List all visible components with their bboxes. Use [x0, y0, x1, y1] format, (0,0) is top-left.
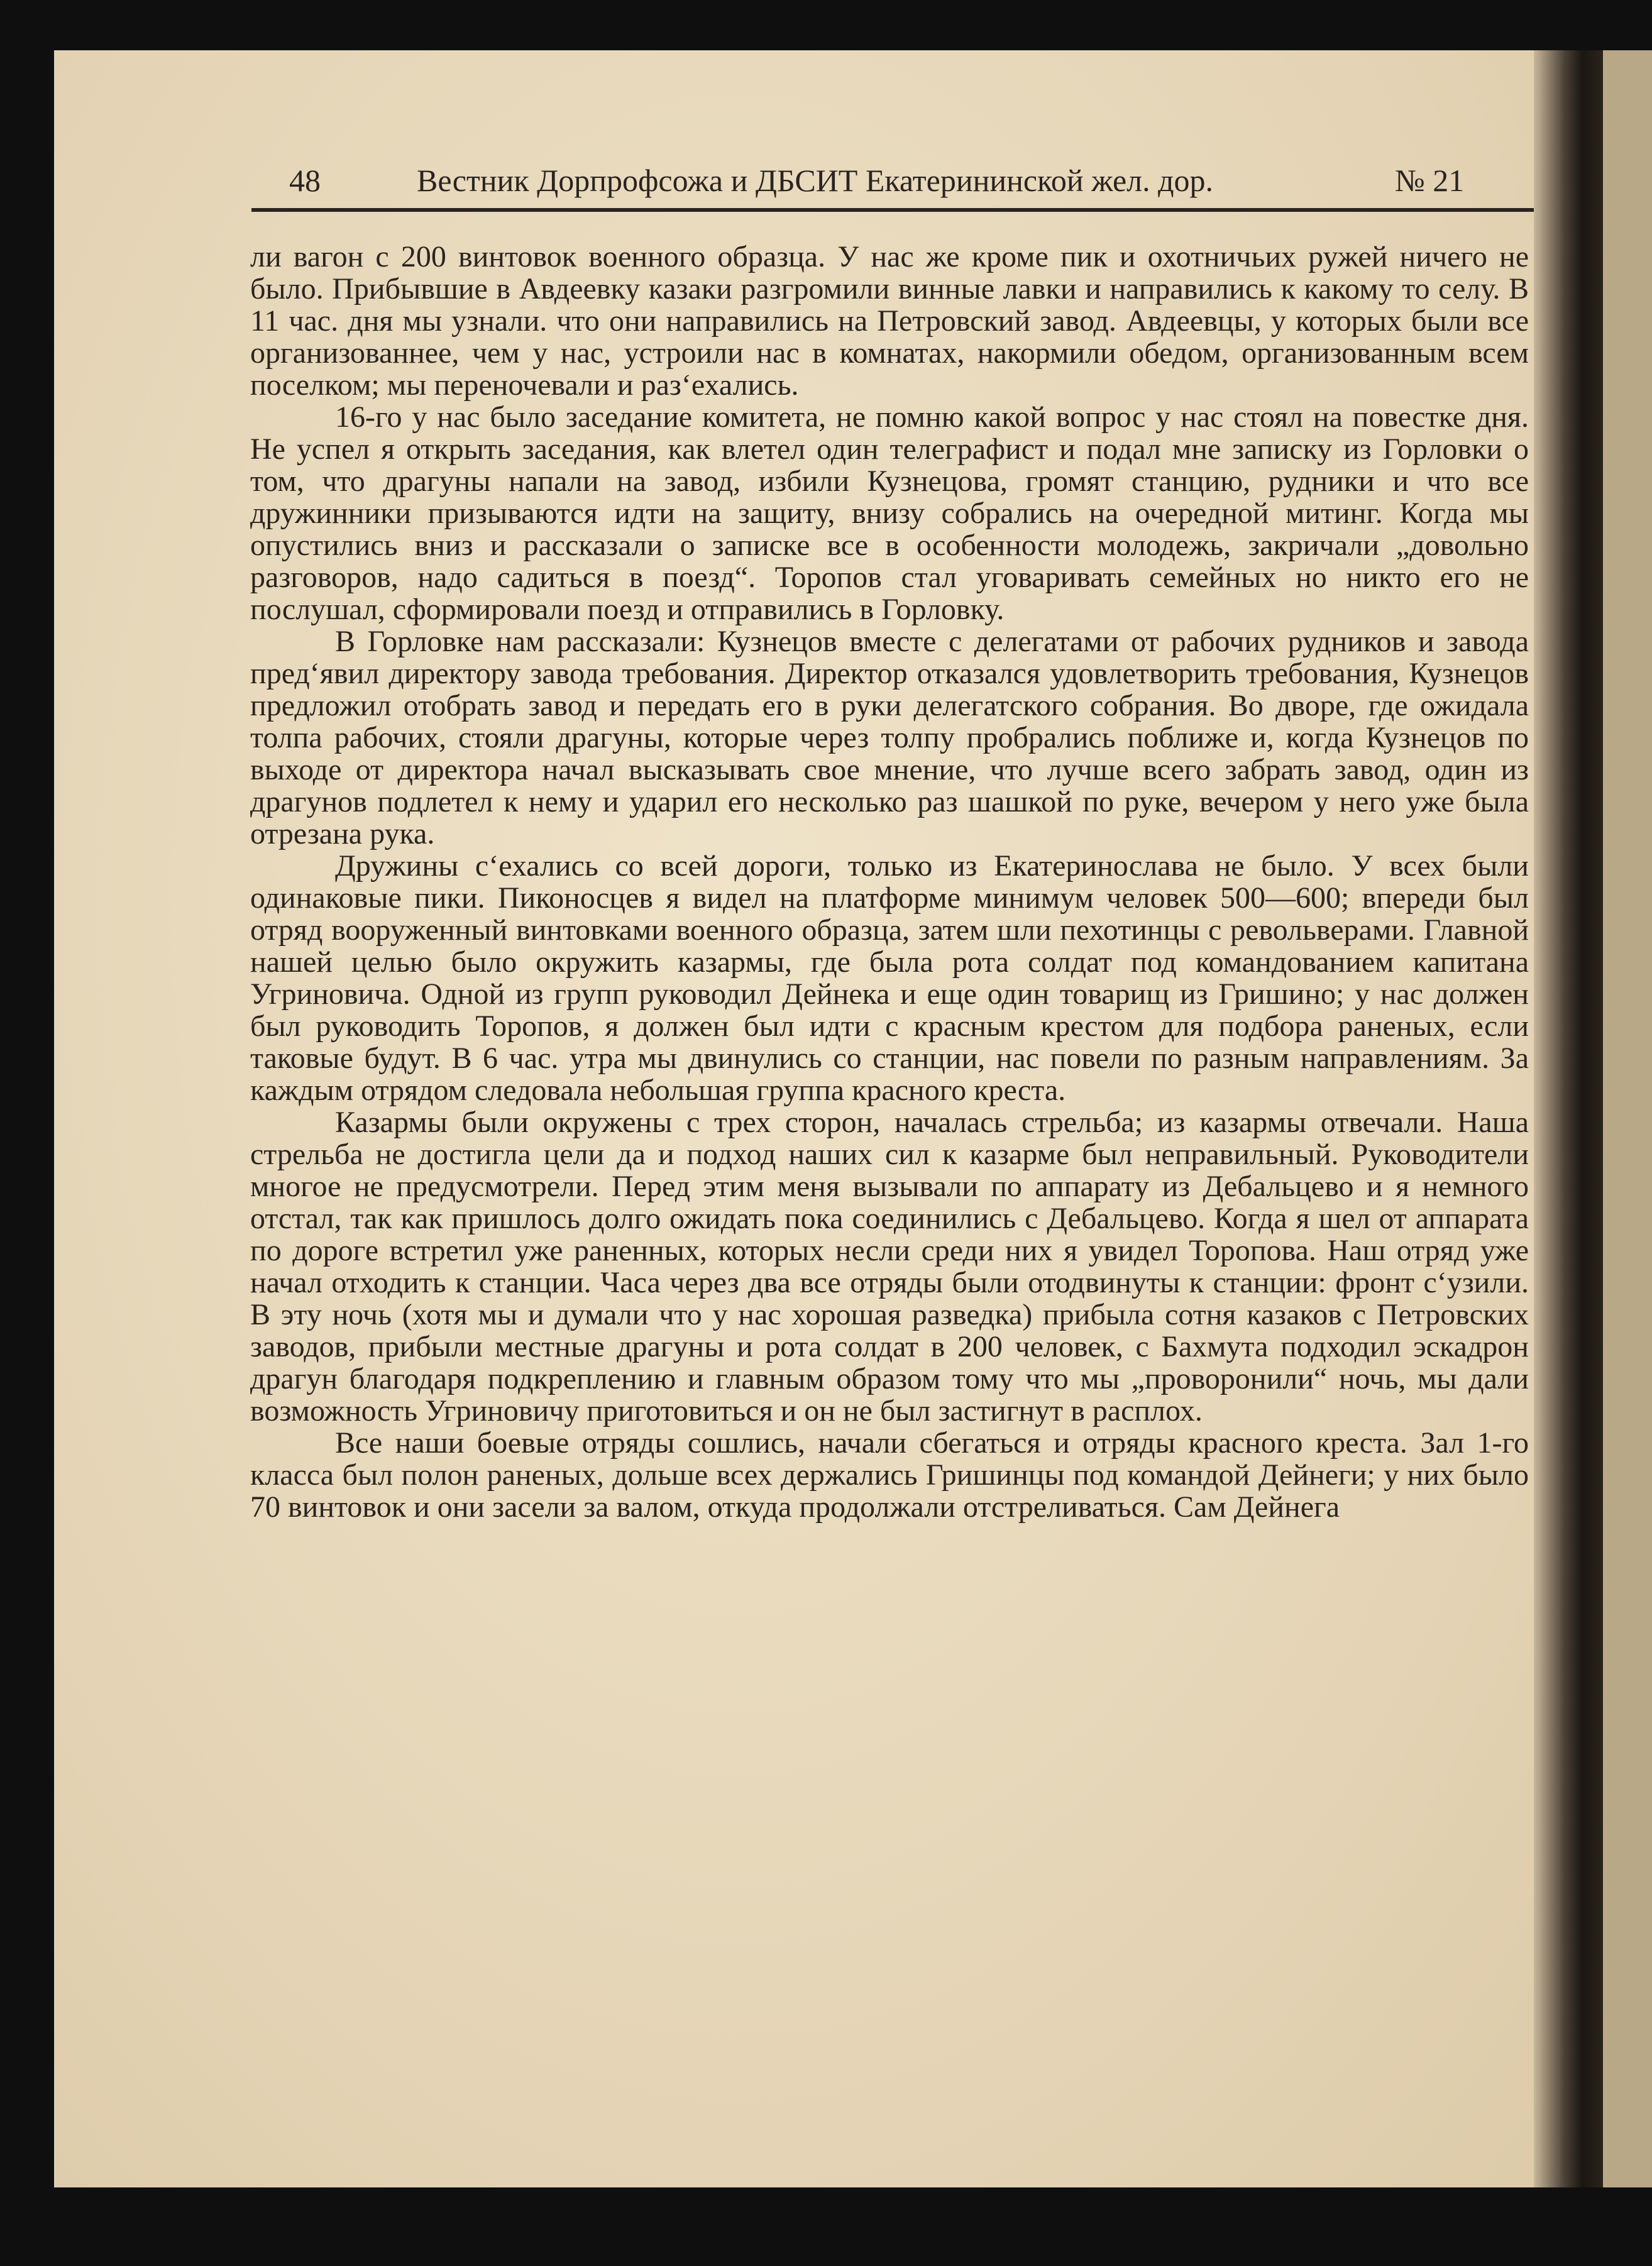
paragraph: Все наши боевые отряды сошлись, начали сбегаться и отряды красного креста. Зал 1-го класса был полон раненых, дольше всех держались Гришинцы под командой Дейнеги; у них было 70 винтовок и они засели за валом, откуда продолжали отстреливаться. Сам Дейнега [250, 1426, 1529, 1524]
paragraph: Казармы были окружены с трех сторон, началась стрельба; из казармы отвечали. Наша стрельба не достигла цели да и подход наших сил к казарме был неправильный. Руководители многое не предусмотрели. Перед этим меня вызывали по аппарату из Дебальцево и я немного отстал, так как пришлось долго ожидать пока соединились с Дебальцево. Когда я шел от аппарата по дороге встретил уже раненных, которых несли среди них я увидел Торопова. Наш отряд уже начал отходить к станции. Часа через два все отряды были отодвинуты к станции: фронт с‘узили. В эту ночь (хотя мы и думали что у нас хорошая разведка) прибыла сотня казаков с Петровских заводов, прибыли местные драгуны и рота солдат в 200 человек, с Бахмута подходил эскадрон драгун благодаря подкреплению и главным образом тому что мы „проворонили“ ночь, мы дали возможность Угриновичу приготовиться и он не был застигнут в расплох. [250, 1106, 1529, 1427]
paragraph: В Горловке нам рассказали: Кузнецов вместе с делегатами от рабочих рудников и завода пред‘явил директору завода требования. Директор отказался удовлетворить требования, Кузнецов предложил отобрать завод и передать его в руки делегатского собрания. Во дворе, где ожидала толпа рабочих, стояли драгуны, которые через толпу пробрались поближе и, когда Кузнецов по выходе от директора начал высказывать свое мнение, что лучше всего забрать завод, один из драгунов подлетел к нему и ударил его несколько раз шашкой по руке, вечером у него уже была отрезана рука. [250, 625, 1529, 850]
adjacent-page-edge [1603, 50, 1652, 2187]
book-gutter [1534, 50, 1603, 2187]
journal-title: Вестник Дорпрофсожа и ДБСИТ Екатерининской жел. дор. [417, 163, 1214, 198]
paragraph: Дружины с‘ехались со всей дороги, только из Екатеринослава не было. У всех были одинаковые пики. Пиконосцев я видел на платформе минимум человек 500—600; впереди был отряд вооруженный винтовками военного образца, затем шли пехотинцы с револьверами. Главной нашей целью было окружить казармы, где была рота солдат под командованием капитана Угриновича. Одной из групп руководил Дейнека и еще один товарищ из Гришино; у нас должен был руководить Торопов, я должен был идти с красным крестом для подбора раненых, если таковые будут. В 6 час. утра мы двинулись со станции, нас повели по разным направлениям. За каждым отрядом следовала небольшая группа красного креста. [250, 849, 1529, 1107]
running-header [248, 162, 1499, 206]
page-number: 48 [289, 163, 321, 198]
issue-number: № 21 [1395, 163, 1465, 198]
header-rule [251, 208, 1534, 212]
body-text [250, 241, 1529, 1523]
paragraph: 16-го у нас было заседание комитета, не помню какой вопрос у нас стоял на повестке дня. Не успел я открыть заседания, как влетел один телеграфист и подал мне записку из Горловки о том, что драгуны напали на завод, избили Кузнецова, громят станцию, рудники и что все дружинники призываются идти на защиту, внизу собрались на очередной митинг. Когда мы опустились вниз и рассказали о записке все в особенности молодежь, закричали „довольно разговоров, надо садиться в поезд“. Торопов стал уговаривать семейных но никто его не послушал, сформировали поезд и отправились в Горловку. [250, 400, 1529, 626]
paragraph: ли вагон с 200 винтовок военного образца. У нас же кроме пик и охотничьих ружей ничего не было. Прибывшие в Авдеевку казаки разгромили винные лавки и направились к какому то селу. В 11 час. дня мы узнали. что они направились на Петровский завод. Авдеевцы, у которых были все организованнее, чем у нас, устроили нас в комнатах, накормили обедом, организованным всем поселком; мы переночевали и раз‘ехались. [250, 240, 1529, 402]
